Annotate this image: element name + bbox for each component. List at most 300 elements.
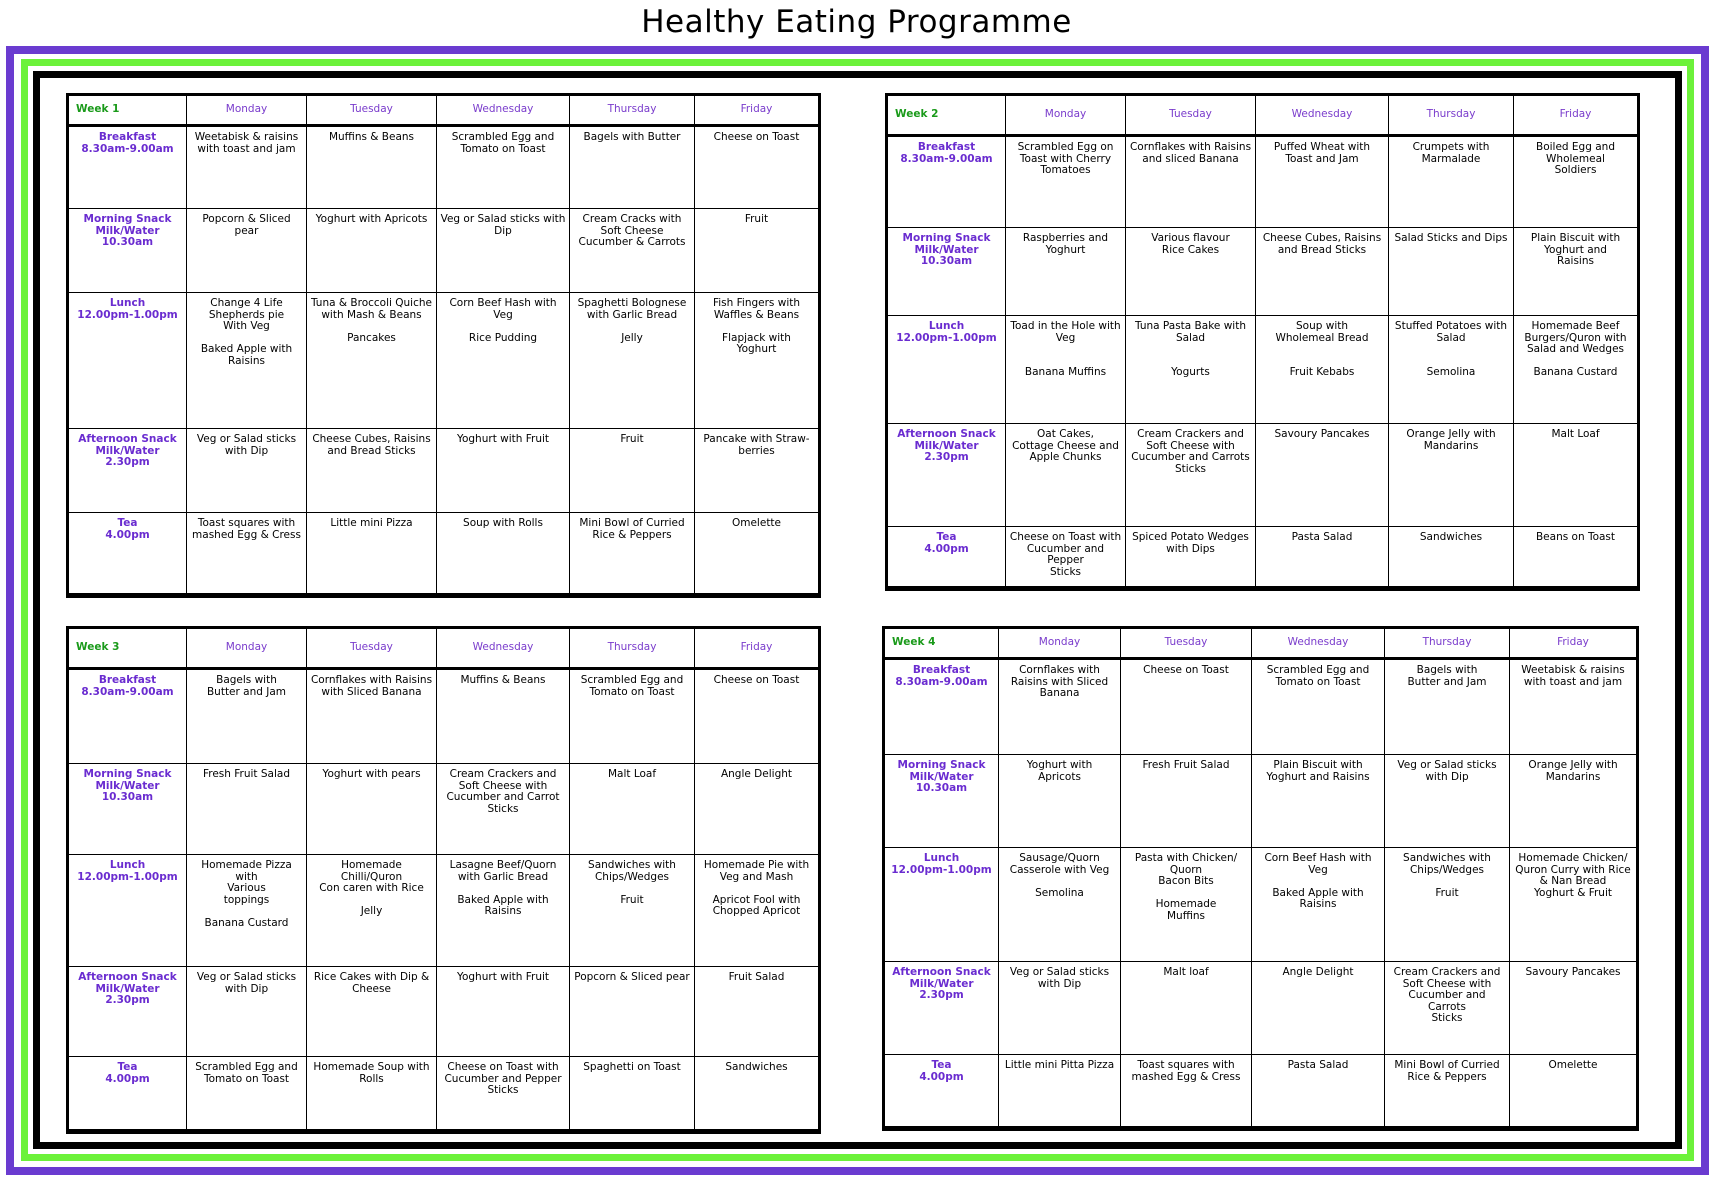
menu-cell	[307, 429, 437, 513]
menu-cell	[307, 764, 437, 855]
menu-cell	[187, 967, 307, 1057]
menu-cell	[999, 1055, 1121, 1129]
meal-label	[887, 316, 1006, 424]
day-header-wednesday: Wednesday	[1256, 95, 1389, 136]
menu-cell	[1514, 527, 1639, 589]
cell-line: Homemade Soup with	[313, 1061, 430, 1073]
day-header-thursday: Thursday	[570, 95, 695, 126]
cell-line	[573, 321, 691, 333]
cell-line: Homemade Chicken/	[1518, 852, 1628, 864]
cell-line: Cucumber and Carrot	[446, 791, 560, 803]
cell-line: Tea	[931, 1059, 952, 1071]
menu-cell	[1389, 424, 1514, 527]
cell-line: Raisins	[1557, 255, 1594, 267]
cell-line: Yoghurt with Apricots	[315, 213, 428, 225]
cell-line: Tomatoes	[1040, 164, 1091, 176]
cell-line: Cottage Cheese and	[1012, 439, 1119, 452]
menu-cell	[1252, 1055, 1385, 1129]
cell-line	[190, 906, 303, 918]
menu-cell	[1510, 848, 1638, 962]
meal-label	[68, 764, 187, 855]
menu-cell	[570, 293, 695, 429]
cell-line: Rice & Peppers	[1407, 1070, 1487, 1083]
cell-line: 8.30am-9.00am	[895, 675, 988, 688]
cell-line: Toad in the Hole with	[1010, 320, 1121, 332]
meal-label	[68, 967, 187, 1057]
cell-line: Soft Cheese with	[1146, 439, 1235, 452]
meal-row	[887, 136, 1639, 228]
menu-cell	[437, 669, 570, 764]
menu-cell	[570, 669, 695, 764]
menu-cell	[187, 293, 307, 429]
cell-line: Salad	[1175, 331, 1206, 344]
menu-cell	[1121, 962, 1252, 1055]
cell-line: Lasagne Beef/Quorn	[449, 859, 557, 871]
cell-line: Malt loaf	[1163, 966, 1209, 978]
cell-line: Afternoon Snack	[78, 433, 177, 445]
cell-line: Marmalade	[1421, 152, 1481, 165]
cell-line: Tea	[117, 1061, 138, 1073]
cell-line: Jelly	[621, 331, 643, 344]
menu-cell	[1389, 527, 1514, 589]
meal-row	[68, 293, 820, 429]
menu-cell	[1256, 136, 1389, 228]
menu-cell	[1126, 424, 1256, 527]
cell-line: Fruit	[620, 433, 644, 445]
cell-line: Fruit Kebabs	[1289, 366, 1355, 378]
cell-line: Fish Fingers with	[712, 297, 801, 309]
cell-line: Sandwiches	[1419, 531, 1483, 543]
menu-cell	[1385, 659, 1510, 755]
cell-line: Veg or Salad sticks	[196, 971, 297, 983]
cell-line: Dip	[494, 224, 512, 237]
meal-row	[884, 659, 1638, 755]
cell-line: Salad	[1436, 331, 1466, 344]
cell-line: Beans on Toast	[1535, 531, 1616, 543]
day-header-tuesday: Tuesday	[307, 628, 437, 669]
cell-line: Raspberries and	[1022, 232, 1109, 244]
cell-line: with Sliced Banana	[321, 685, 422, 698]
menu-cell	[437, 126, 570, 209]
cell-line: Casserole with Veg	[1009, 863, 1110, 876]
cell-line: Quorn	[1169, 863, 1203, 876]
cell-line: Morning Snack	[902, 232, 991, 244]
meal-label	[884, 848, 999, 962]
cell-line: Cheese on Toast	[713, 674, 800, 686]
cell-line: Veg	[1308, 863, 1328, 876]
menu-cell	[570, 855, 695, 967]
cell-line: Butter and Jam	[206, 685, 287, 698]
cell-line: Banana Custard	[204, 916, 289, 929]
cell-line: Cream Crackers and	[449, 768, 557, 780]
cell-line	[698, 883, 815, 895]
cell-line: Cream Cracks with	[582, 213, 682, 225]
cell-line: Morning Snack	[897, 759, 986, 771]
day-header-friday: Friday	[1514, 95, 1639, 136]
cell-line: Pancake with Straw-	[703, 433, 810, 445]
header-row	[68, 95, 820, 126]
cell-line: Wholemeal Bread	[1275, 331, 1369, 344]
cell-line: Spiced Potato Wedges	[1132, 531, 1249, 543]
cell-line: Soft Cheese with	[1402, 977, 1492, 990]
cell-line	[1392, 344, 1510, 356]
cell-line: Quron Curry with Rice	[1515, 863, 1631, 876]
cell-line: Corn Beef Hash with	[449, 297, 557, 309]
cell-line: Various	[227, 882, 266, 894]
day-header-monday: Monday	[187, 95, 307, 126]
day-header-wednesday: Wednesday	[1252, 628, 1385, 659]
cell-line: Fresh Fruit Salad	[202, 768, 291, 780]
cell-line: Baked Apple with	[1272, 886, 1364, 899]
cell-line: Bagels with	[216, 674, 277, 686]
meal-row	[887, 527, 1639, 589]
cell-line: Malt Loaf	[1551, 428, 1600, 440]
cell-line: Milk/Water	[95, 779, 160, 792]
week-label: Week 4	[884, 628, 999, 659]
cell-line: Little mini Pizza	[330, 517, 413, 529]
menu-cell	[1385, 848, 1510, 962]
cell-line: 12.00pm-1.00pm	[77, 308, 178, 321]
menu-cell	[1514, 136, 1639, 228]
cell-line	[440, 321, 566, 333]
meal-row	[884, 848, 1638, 962]
week-2-table	[885, 93, 1640, 591]
cell-line: Cucumber & Carrots	[578, 236, 686, 248]
meal-row	[884, 962, 1638, 1055]
cell-line: Cheese Cubes, Raisins	[1262, 232, 1382, 244]
menu-cell	[570, 126, 695, 209]
cell-line: Shepherds pie	[208, 308, 285, 321]
menu-cell	[999, 848, 1121, 962]
menu-cell	[307, 126, 437, 209]
cell-line: Banana	[1039, 687, 1080, 699]
menu-cell	[1121, 1055, 1252, 1129]
menu-cell	[695, 764, 820, 855]
cell-line: with Garlic Bread	[457, 870, 549, 883]
menu-cell	[1121, 659, 1252, 755]
cell-line: Plain Biscuit with	[1273, 759, 1363, 771]
menu-cell	[1252, 962, 1385, 1055]
menu-cell	[695, 209, 820, 293]
cell-line: Crumpets with	[1412, 141, 1490, 153]
menu-cell	[695, 513, 820, 596]
cell-line: Tomato on Toast	[460, 142, 546, 155]
cell-line: Sticks	[1049, 565, 1082, 578]
cell-line: 4.00pm	[919, 1070, 964, 1083]
meal-label	[887, 228, 1006, 316]
cell-line: Cheese on Toast	[1143, 664, 1229, 676]
cell-line: Savoury Pancakes	[1274, 428, 1370, 440]
cell-line: Rice Cakes with Dip &	[313, 971, 430, 983]
meal-label	[68, 126, 187, 209]
cell-line: berries	[738, 444, 775, 457]
cell-line: Scrambled Egg on	[1017, 141, 1114, 153]
cell-line: Scrambled Egg and	[195, 1061, 298, 1073]
cell-line: Banana Muffins	[1024, 366, 1107, 378]
cell-line: Veg or Salad sticks with	[440, 213, 566, 225]
cell-line: Tea	[936, 531, 957, 543]
cell-line: with Dip	[224, 982, 269, 995]
cell-line	[1388, 876, 1506, 888]
meal-label	[884, 659, 999, 755]
menu-cell	[1510, 1055, 1638, 1129]
cell-line: and sliced Banana	[1142, 152, 1239, 165]
menu-cell	[1385, 962, 1510, 1055]
cell-line: Muffins & Beans	[328, 131, 415, 143]
cell-line: with Dip	[224, 444, 269, 457]
menu-cell	[570, 764, 695, 855]
week-4-table	[882, 626, 1639, 1131]
cell-line: Orange Jelly with	[1406, 428, 1496, 440]
cell-line: Milk/Water	[909, 977, 974, 990]
cell-line: Fresh Fruit Salad	[1142, 759, 1230, 771]
menu-cell	[1126, 228, 1256, 316]
menu-cell	[187, 429, 307, 513]
cell-line: Muffins & Beans	[460, 674, 546, 686]
cell-line: Pasta Salad	[1291, 531, 1353, 543]
cell-line: 12.00pm-1.00pm	[896, 331, 997, 344]
cell-line: mashed Egg & Cress	[192, 528, 301, 541]
cell-line: 2.30pm	[105, 994, 150, 1006]
meal-row	[884, 1055, 1638, 1129]
cell-line: Rice Pudding	[468, 331, 538, 344]
menu-cell	[187, 126, 307, 209]
cell-line: Baked Apple with	[457, 893, 549, 906]
cell-line: Homemade Chilli/Quron	[340, 859, 403, 883]
cell-line: Change 4 Life	[210, 297, 283, 309]
menu-cell	[187, 764, 307, 855]
menu-cell	[437, 513, 570, 596]
cell-line: 2.30pm	[105, 456, 150, 468]
cell-line: Cream Crackers and	[1393, 966, 1501, 978]
cell-line: Weetabisk & raisins	[1521, 664, 1625, 676]
cell-line: Yoghurt with pears	[322, 768, 421, 780]
cell-line: Oat Cakes,	[1037, 428, 1094, 440]
cell-line: Plain Biscuit with	[1530, 232, 1621, 244]
cell-line: Bagels with	[1416, 664, 1478, 676]
cell-line: Lunch	[109, 859, 146, 871]
cell-line	[1002, 876, 1117, 888]
cell-line	[440, 883, 566, 895]
cell-line: Afternoon Snack	[892, 966, 991, 978]
cell-line: 8.30am-9.00am	[81, 685, 174, 698]
cell-line: Orange Jelly with	[1528, 759, 1618, 771]
cell-line: Boiled Egg and	[1536, 141, 1615, 153]
cell-line: mashed Egg & Cress	[1131, 1070, 1241, 1083]
menu-cell	[307, 967, 437, 1057]
cell-line: 10.30am	[101, 791, 154, 803]
cell-line: 4.00pm	[924, 542, 969, 555]
day-header-thursday: Thursday	[1389, 95, 1514, 136]
cell-line: Rolls	[359, 1072, 384, 1085]
week-label: Week 1	[68, 95, 187, 126]
cell-line: Banana Custard	[1533, 366, 1618, 378]
menu-cell	[1126, 316, 1256, 424]
week-label: Week 3	[68, 628, 187, 669]
cell-line: Cucumber and Pepper	[444, 1072, 562, 1085]
cell-line: 4.00pm	[105, 528, 150, 541]
cell-line: Raisins with Sliced	[1010, 675, 1109, 688]
menu-cell	[1006, 228, 1126, 316]
cell-line: Apricots	[1038, 770, 1081, 783]
menu-cell	[437, 429, 570, 513]
cell-line: Semolina	[1426, 366, 1476, 378]
cell-line: Yoghurt with Fruit	[456, 971, 550, 983]
cell-line: Pancakes	[347, 331, 396, 344]
cell-line: Veg and Mash	[719, 870, 794, 883]
menu-cell	[1514, 316, 1639, 424]
cell-line: & Nan Bread	[1539, 875, 1607, 887]
cell-line: Savoury Pancakes	[1525, 966, 1621, 978]
page-title: Healthy Eating Programme	[641, 4, 1072, 40]
cell-line: Sticks	[487, 1084, 519, 1096]
cell-line	[1255, 876, 1381, 888]
cell-line: Little mini Pitta Pizza	[1004, 1059, 1115, 1071]
cell-line: Cheese on Toast	[713, 131, 800, 143]
cell-line	[310, 321, 433, 333]
cell-line	[1129, 344, 1252, 356]
cell-line: 10.30am	[915, 782, 968, 794]
cell-line: Spaghetti on Toast	[583, 1061, 681, 1073]
menu-cell	[437, 293, 570, 429]
menu-cell	[695, 967, 820, 1057]
menu-cell	[1256, 228, 1389, 316]
cell-line: Cornflakes with Raisins	[310, 674, 433, 686]
cell-line: Semolina	[1035, 886, 1084, 899]
menu-cell	[187, 855, 307, 967]
meal-label	[68, 855, 187, 967]
meal-label	[68, 1057, 187, 1132]
meal-row	[884, 755, 1638, 848]
day-header-tuesday: Tuesday	[1126, 95, 1256, 136]
cell-line: Angle Delight	[1282, 966, 1354, 978]
menu-cell	[187, 209, 307, 293]
meal-label	[887, 424, 1006, 527]
cell-line: Cucumber and Carrots	[1131, 451, 1250, 463]
cell-line: Morning Snack	[83, 768, 172, 780]
day-header-thursday: Thursday	[1385, 628, 1510, 659]
header-row	[887, 95, 1639, 136]
cell-line: Soup with Rolls	[463, 517, 543, 529]
cell-line: Rice Cakes	[1161, 243, 1220, 256]
cell-line: Cheese Cubes, Raisins	[312, 433, 431, 445]
cell-line: Yoghurt and Raisins	[1266, 770, 1370, 783]
cell-line: Toast squares with	[197, 517, 296, 529]
week-1-table	[66, 93, 821, 598]
cell-line: Toast and Jam	[1285, 152, 1359, 165]
meal-row	[887, 316, 1639, 424]
cell-line: with Dip	[1037, 977, 1082, 990]
cell-line: 8.30am-9.00am	[81, 142, 174, 155]
cell-line: Yoghurt and	[1544, 243, 1607, 256]
cell-line: Cornflakes with	[1019, 664, 1100, 676]
cell-line: Homemade	[1155, 898, 1217, 910]
cell-line: Cheese on Toast with	[447, 1061, 559, 1073]
cell-line: Yoghurt & Fruit	[1534, 886, 1612, 899]
cell-line: Veg or Salad sticks	[1397, 759, 1497, 771]
menu-cell	[1252, 848, 1385, 962]
menu-cell	[1510, 962, 1638, 1055]
cell-line: Homemade Pie with	[703, 859, 810, 871]
meal-label	[68, 209, 187, 293]
menu-cell	[999, 755, 1121, 848]
cell-line: with toast and jam	[1523, 675, 1623, 688]
menu-cell	[437, 764, 570, 855]
cell-line	[1259, 344, 1385, 356]
cell-line: Lunch	[923, 852, 960, 864]
cell-line: Puffed Wheat with	[1273, 141, 1371, 153]
menu-cell	[1006, 316, 1126, 424]
cell-line: Muffins	[1167, 909, 1205, 922]
menu-cell	[570, 1057, 695, 1132]
cell-line: Milk/Water	[909, 770, 974, 783]
menu-cell	[307, 209, 437, 293]
cell-line: Raisins	[228, 354, 265, 367]
cell-line: Angle Delight	[720, 768, 793, 780]
cell-line: Sandwiches	[725, 1061, 788, 1073]
day-header-monday: Monday	[999, 628, 1121, 659]
cell-line: Homemade Beef	[1531, 320, 1620, 332]
cell-line: Afternoon Snack	[78, 971, 177, 983]
cell-line: Milk/Water	[95, 982, 160, 995]
cell-line: Lunch	[928, 320, 965, 332]
cell-line: Omelette	[731, 517, 782, 529]
meal-row	[68, 967, 820, 1057]
cell-line: Cheese on Toast with	[1009, 531, 1122, 543]
cell-line: with Garlic Bread	[586, 308, 678, 321]
meal-label	[68, 669, 187, 764]
menu-cell	[1126, 527, 1256, 589]
day-header-thursday: Thursday	[570, 628, 695, 669]
menu-cell	[1121, 848, 1252, 962]
cell-line: Soup with	[1295, 320, 1349, 332]
cell-line: with Mash & Beans	[321, 308, 422, 321]
menu-cell	[695, 429, 820, 513]
cell-line: Cucumber and Carrots	[1408, 989, 1486, 1013]
day-header-friday: Friday	[1510, 628, 1638, 659]
cell-line: Scrambled Egg and	[1266, 664, 1370, 676]
cell-line: Cornflakes with Raisins	[1129, 141, 1252, 153]
menu-cell	[437, 1057, 570, 1132]
cell-line: Veg	[493, 308, 513, 321]
cell-line: Veg	[1055, 331, 1076, 344]
cell-line: Milk/Water	[95, 224, 160, 237]
cell-line: Mini Bowl of Curried	[1394, 1059, 1500, 1071]
cell-line: Toast with Cherry	[1019, 152, 1112, 165]
cell-line: Apricot Fool with	[712, 893, 801, 906]
menu-cell	[1006, 424, 1126, 527]
meal-label	[887, 136, 1006, 228]
cell-line: 4.00pm	[105, 1072, 150, 1085]
cell-line: 8.30am-9.00am	[900, 152, 993, 165]
meal-row	[68, 855, 820, 967]
cell-line: Bagels with Butter	[583, 131, 681, 143]
menu-cell	[307, 1057, 437, 1132]
day-header-friday: Friday	[695, 95, 820, 126]
menu-cell	[570, 209, 695, 293]
cell-line: Cheese	[352, 982, 391, 995]
cell-line: Cream Crackers and	[1137, 428, 1244, 440]
cell-line: Stuffed Potatoes with	[1394, 320, 1508, 332]
cell-line: Con caren with Rice	[319, 882, 424, 894]
cell-line: Tuna Pasta Bake with	[1135, 320, 1246, 332]
cell-line: 2.30pm	[924, 451, 969, 463]
cell-line: Chips/Wedges	[594, 870, 670, 883]
cell-line: Butter and Jam	[1407, 675, 1487, 688]
menu-cell	[187, 513, 307, 596]
cell-line: Breakfast	[917, 141, 976, 153]
cell-line: Soldiers	[1554, 164, 1597, 176]
